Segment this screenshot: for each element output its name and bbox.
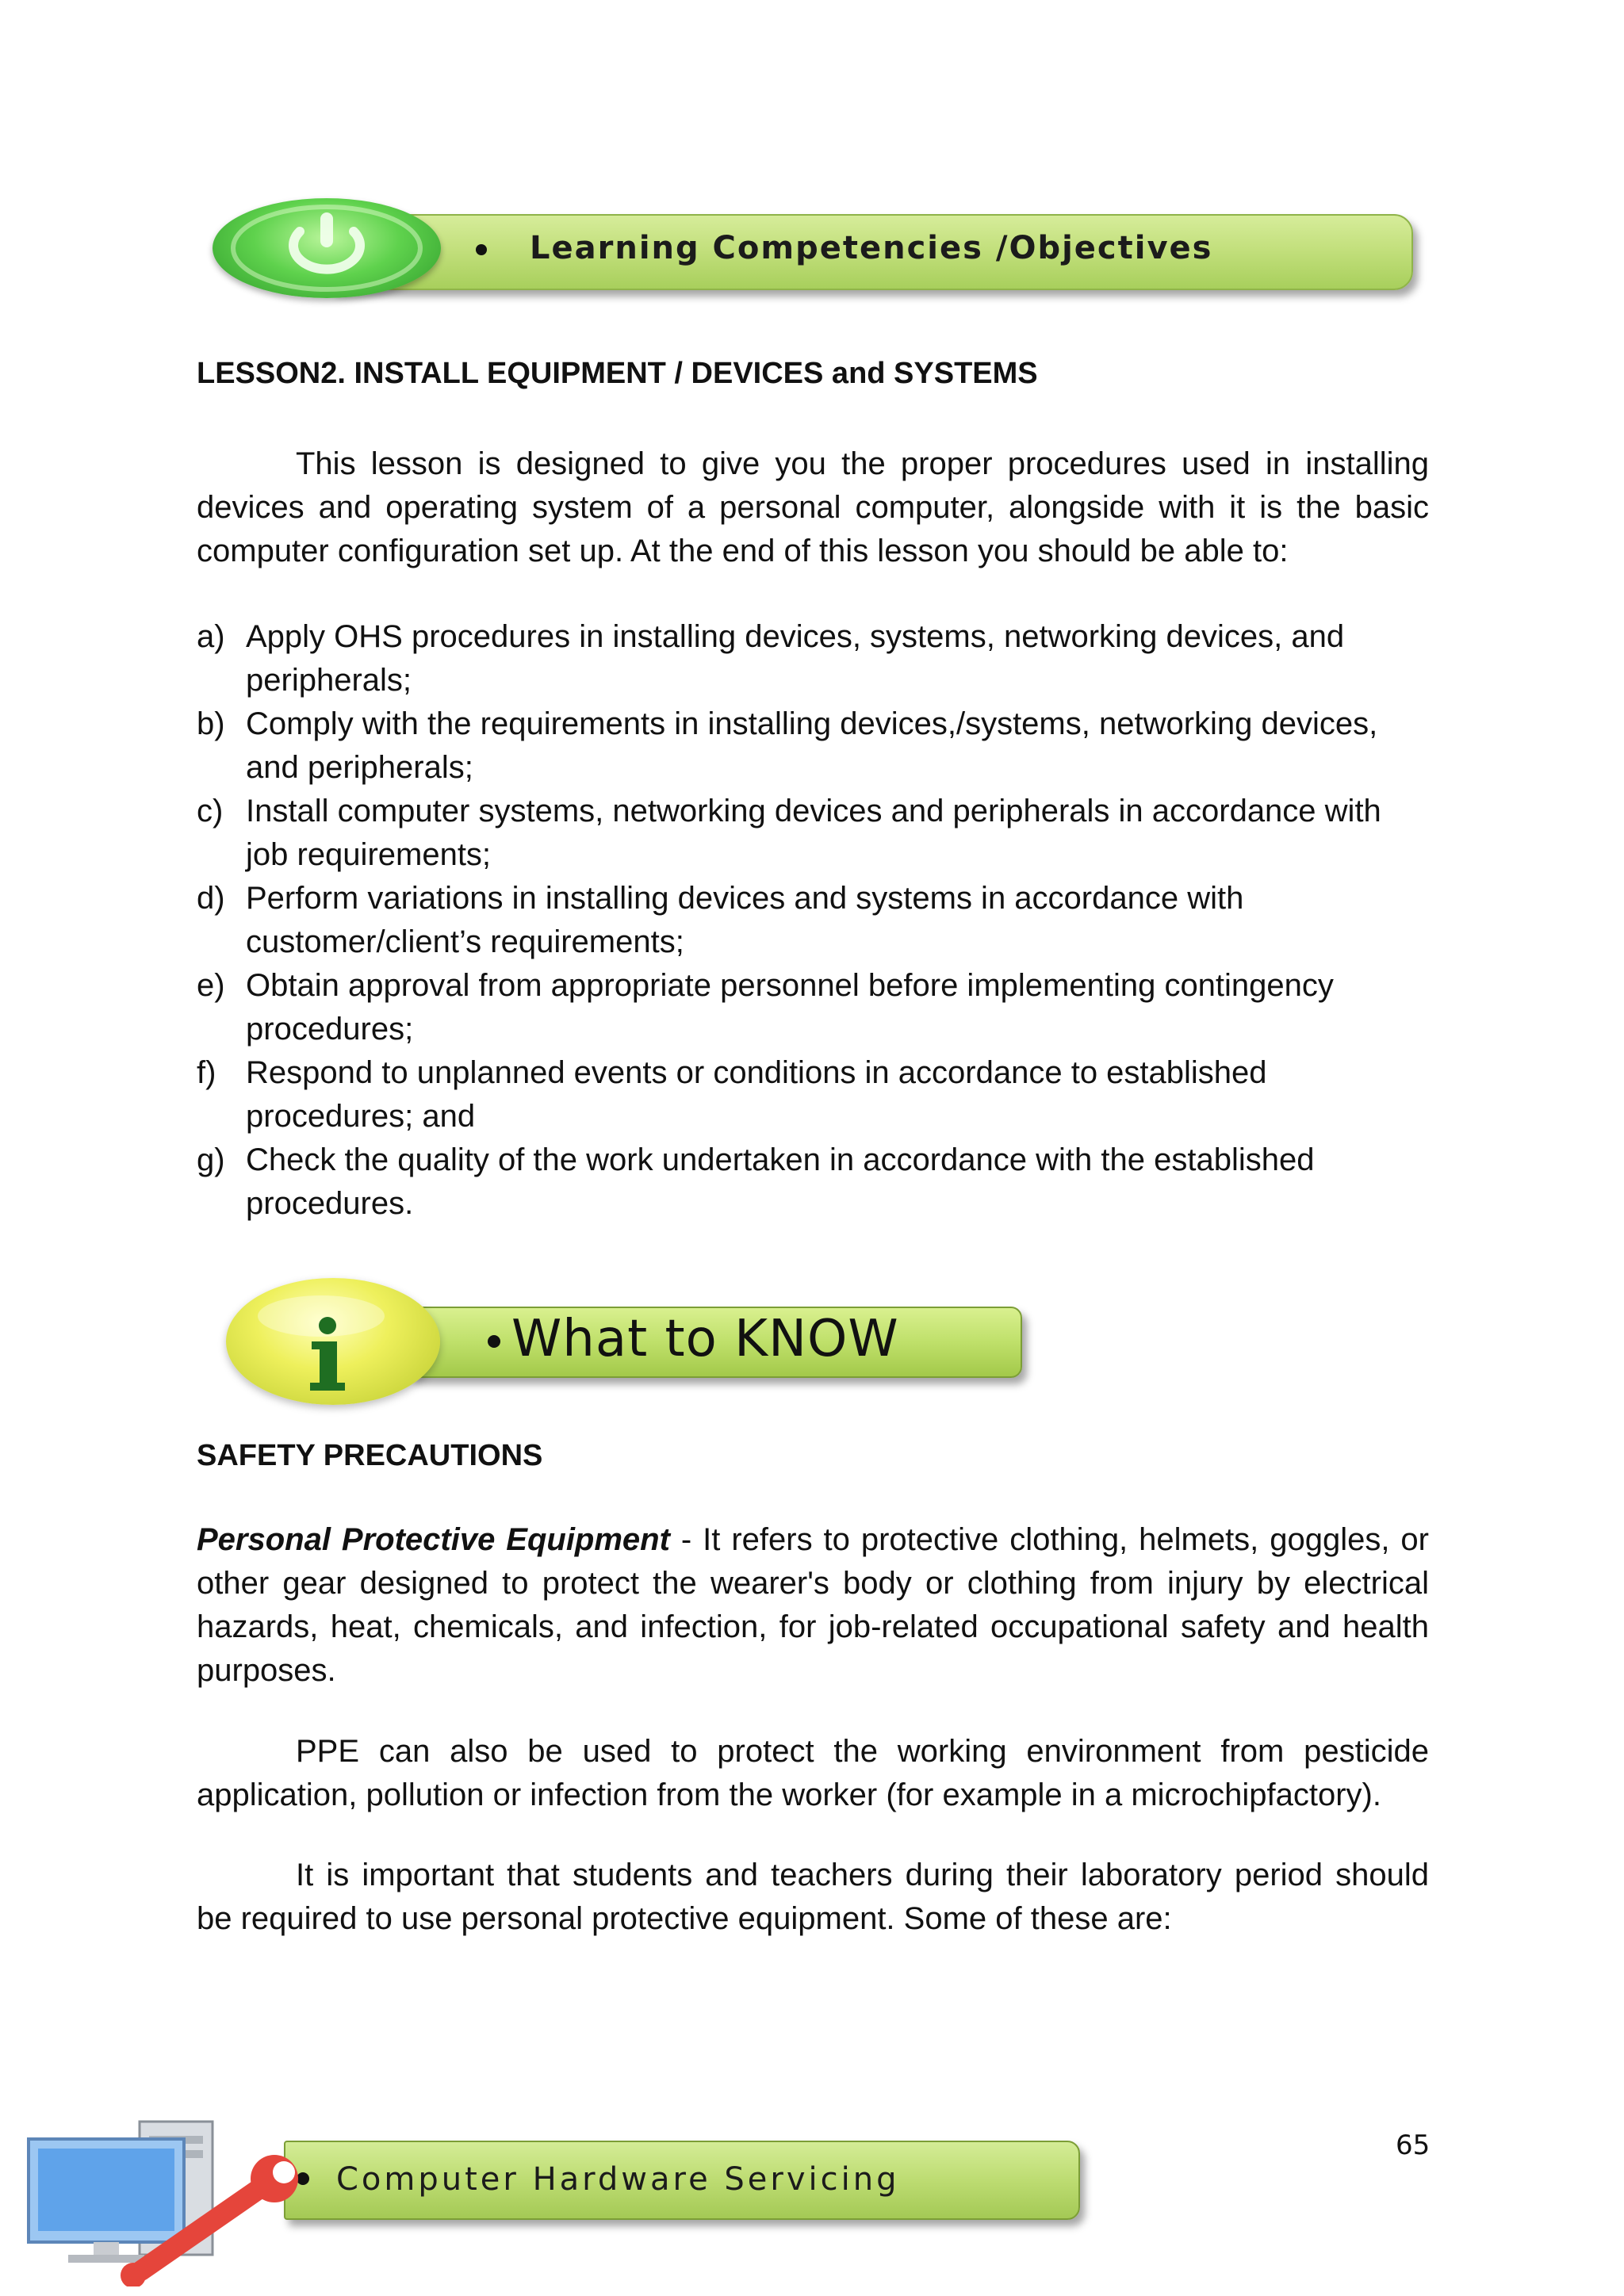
bullet-icon	[476, 244, 487, 255]
bullet-icon	[488, 1335, 500, 1348]
objectives-list	[197, 615, 1465, 1226]
list-item: d) Perform variations in installing devices and systems in accordance with customer/client’s requirements;	[197, 881, 1244, 959]
list-item: f) Respond to unplanned events or conditions in accordance to established procedures; and	[197, 1055, 1267, 1134]
what-to-know-banner	[226, 1278, 1035, 1405]
page-number: 65	[1396, 2130, 1431, 2161]
list-item: a) Apply OHS procedures in installing devices, systems, networking devices, and peripherals;	[197, 619, 1345, 698]
list-item: b) Comply with the requirements in installing devices,/systems, networking devices, and peripherals;	[197, 706, 1378, 785]
ppe-requirement: It is important that students and teachers during their laboratory period should be required to use personal protective equipment. Some of these are:	[197, 1858, 1429, 1936]
footer-title: Computer Hardware Servicing	[336, 2161, 900, 2198]
list-item: e) Obtain approval from appropriate personnel before implementing contingency procedures;	[197, 968, 1334, 1047]
list-item: g) Check the quality of the work undertaken in accordance with the established procedures.	[197, 1142, 1315, 1221]
list-item: c) Install computer systems, networking devices and peripherals in accordance with job requirements;	[197, 794, 1381, 872]
footer-banner	[22, 2112, 1085, 2286]
banner-title: What to KNOW	[511, 1310, 899, 1368]
learning-competencies-banner	[213, 198, 1426, 301]
lesson-title: LESSON2. INSTALL EQUIPMENT / DEVICES and SYSTEMS	[197, 357, 1038, 390]
ppe-term: Personal Protective Equipment	[197, 1522, 670, 1557]
banner-title: Learning Competencies /Objectives	[530, 230, 1213, 266]
ppe-usage: PPE can also be used to protect the working environment from pesticide application, pollution or infection from the worker (for example in a microchipfactory).	[197, 1734, 1429, 1812]
info-icon	[226, 1278, 440, 1405]
power-icon	[213, 198, 441, 298]
ppe-definition: Personal Protective Equipment - It refers to protective clothing, helmets, goggles, or other gear designed to protect the wearer's body or clothing from injury by electrical hazards, heat, chemicals, and infection, for job-related occupational safety and health purposes.	[197, 1522, 1429, 1688]
section-heading: SAFETY PRECAUTIONS	[197, 1439, 543, 1472]
computer-wrench-icon	[22, 2112, 371, 2286]
lesson-intro: This lesson is designed to give you the proper procedures used in installing devices and operating system of a personal computer, alongside with it is the basic computer configuration set up. At the end of this lesson you should be able to:	[197, 446, 1429, 568]
